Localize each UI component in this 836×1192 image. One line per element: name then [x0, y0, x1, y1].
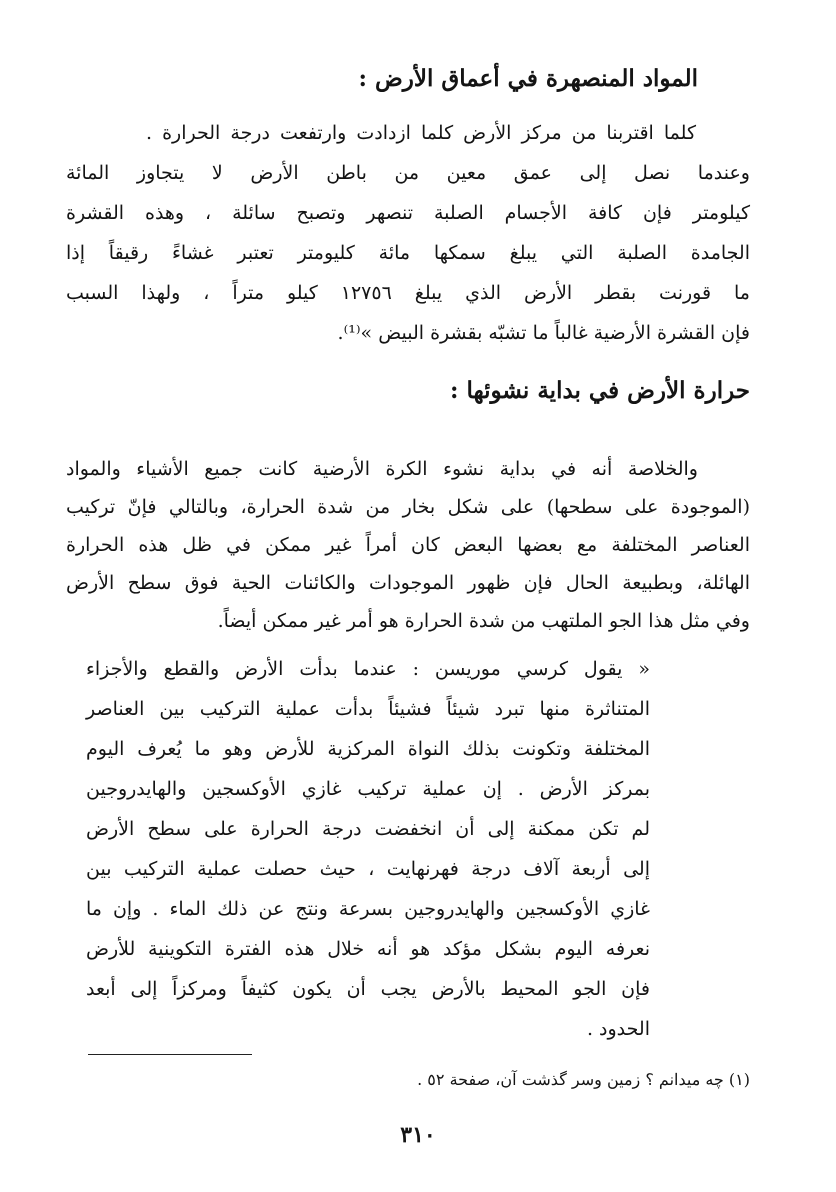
text-line: إلى أربعة آلاف درجة فهرنهايت ، حيث حصلت عملية التركيب بين	[86, 858, 650, 880]
footnote-divider	[88, 1054, 252, 1055]
text-line: الجامدة الصلبة التي يبلغ سمكها مائة كليومتر تعتبر غشاءً رقيقاً إذا	[66, 242, 750, 264]
text-line: كلما اقتربنا من مركز الأرض كلما ازدادت وارتفعت درجة الحرارة .	[146, 122, 696, 144]
text-line: وعندما نصل إلى عمق معين من باطن الأرض لا يتجاوز المائة	[66, 162, 750, 184]
text-line: « يقول كرسي موريسن : عندما بدأت الأرض والقطع والأجزاء	[86, 658, 650, 680]
text-line: والخلاصة أنه في بداية نشوء الكرة الأرضية كانت جميع الأشياء والمواد	[66, 458, 698, 480]
text-line: المختلفة وتكونت بذلك النواة المركزية للأرض وهو ما يُعرف اليوم	[86, 738, 650, 760]
text-line: وفي مثل هذا الجو الملتهب من شدة الحرارة هو أمر غير ممكن أيضاً.	[217, 610, 750, 632]
text-line: فإن القشرة الأرضية غالباً ما تشبّه بقشرة البيض »⁽¹⁾.	[337, 322, 750, 344]
page-number: ٣١٠	[400, 1122, 436, 1148]
text-line: كيلومتر فإن كافة الأجسام الصلبة تنصهر وتصبح سائلة ، وهذه القشرة	[66, 202, 750, 224]
text-line: غازي الأوكسجين والهايدروجين بسرعة ونتج عن ذلك الماء . وإن ما	[86, 898, 650, 920]
text-line: الهائلة، وبطبيعة الحال فإن ظهور الموجودات والكائنات الحية فوق سطح الأرض	[66, 572, 750, 594]
text-line: ما قورنت بقطر الأرض الذي يبلغ ١٢٧٥٦ كيلو متراً ، ولهذا السبب	[66, 282, 750, 304]
text-line: الحدود .	[586, 1018, 650, 1040]
text-line: نعرفه اليوم بشكل مؤكد هو أنه خلال هذه الفترة التكوينية للأرض	[86, 938, 650, 960]
text-line: فإن الجو المحيط بالأرض يجب أن يكون كثيفاً ومركزاً إلى أبعد	[86, 978, 650, 1000]
footnote: (١) چه ميدانم ؟ زمين وسر گذشت آن، صفحة ٥٢ .	[417, 1070, 750, 1089]
text-line: لم تكن ممكنة إلى أن انخفضت درجة الحرارة على سطح الأرض	[86, 818, 650, 840]
text-line: بمركز الأرض . إن عملية تركيب غازي الأوكسجين والهايدروجين	[86, 778, 650, 800]
section-heading: حرارة الأرض في بداية نشوئها :	[450, 377, 750, 404]
text-line: المتناثرة منها تبرد شيئاً فشيئاً بدأت عملية التركيب بين العناصر	[86, 698, 650, 720]
text-line: العناصر المختلفة مع بعضها البعض كان أمراً غير ممكن في ظل هذه الحرارة	[66, 534, 750, 556]
text-line: (الموجودة على سطحها) على شكل بخار من شدة الحرارة، وبالتالي فإنّ تركيب	[66, 496, 750, 518]
section-heading: المواد المنصهرة في أعماق الأرض :	[358, 65, 698, 92]
